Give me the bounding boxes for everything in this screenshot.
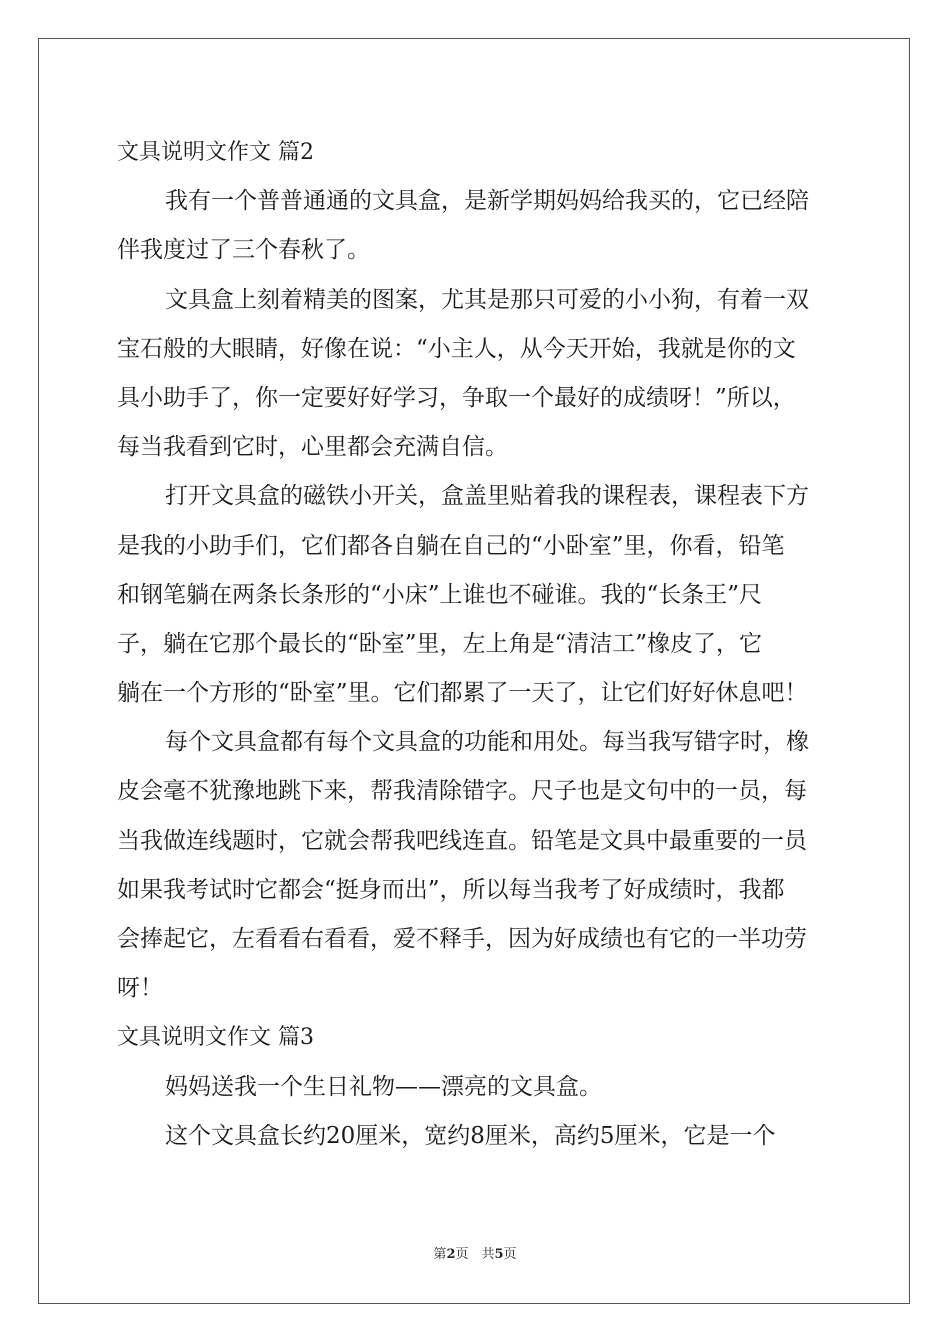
text-line: 当我做连线题时，它就会帮我吧线连直。铅笔是文具中最重要的一员 [117,827,807,854]
text-line: 每个文具盒都有每个文具盒的功能和用处。每当我写错字时，橡 [165,729,809,756]
footer-total-pages: 5 [494,1247,504,1262]
text-line: 每当我看到它时，心里都会充满自信。 [117,434,508,461]
text-line: 和钢笔躺在两条长条形的“小床”上谁也不碰谁。我的“长条王”尺 [117,581,763,608]
text-line: 皮会毫不犹豫地跳下来，帮我清除错字。尺子也是文句中的一员，每 [117,778,807,805]
text-line: 这个文具盒长约20厘米，宽约8厘米，高约5厘米，它是一个 [165,1122,776,1149]
footer-prefix: 第 [433,1247,447,1262]
document-body [117,128,835,1161]
page-footer [0,1243,950,1262]
text-line: 子，躺在它那个最长的“卧室”里，左上角是“清洁工”橡皮了，它 [117,630,763,657]
text-line: 我有一个普普通通的文具盒，是新学期妈妈给我买的，它已经陪 [165,188,809,215]
text-line: 宝石般的大眼睛，好像在说：“小主人，从今天开始，我就是你的文 [117,335,796,362]
text-line: 如果我考试时它都会“挺身而出”，所以每当我考了好成绩时，我都 [117,876,785,903]
text-line: 伴我度过了三个春秋了。 [117,237,370,264]
text-line: 是我的小助手们，它们都各自躺在自己的“小卧室”里，你看，铅笔 [117,532,785,559]
footer-current-page: 2 [446,1247,456,1262]
text-line: 会捧起它，左看看右看看，爱不释手，因为好成绩也有它的一半功劳 [117,926,807,952]
text-line: 打开文具盒的磁铁小开关，盒盖里贴着我的课程表，课程表下方 [165,483,809,510]
text-line: 妈妈送我一个生日礼物——漂亮的文具盒。 [165,1073,602,1100]
text-line: 具小助手了，你一定要好好学习，争取一个最好的成绩呀！”所以， [117,384,796,411]
footer-mid: 页 共 [455,1247,495,1262]
text-line: 呀！ [117,975,163,1002]
text-line: 躺在一个方形的“卧室”里。它们都累了一天了，让它们好好休息吧！ [117,680,808,707]
section-heading: 文具说明文作文 篇3 [117,1025,314,1051]
section-heading: 文具说明文作文 篇2 [117,140,314,165]
footer-suffix: 页 [503,1247,517,1262]
text-line: 文具盒上刻着精美的图案，尤其是那只可爱的小小狗，有着一双 [165,286,809,313]
